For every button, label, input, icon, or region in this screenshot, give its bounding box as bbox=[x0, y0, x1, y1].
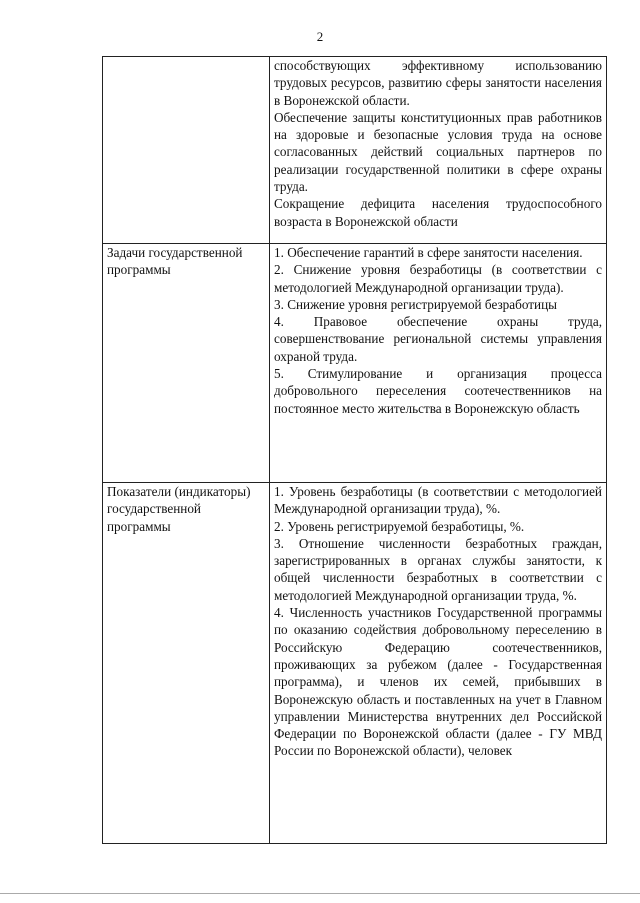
table-row bbox=[103, 483, 607, 844]
row-label: Задачи государственной программы bbox=[103, 244, 270, 483]
indicator-item: 4. Численность участников Государственной программы по оказанию содействия добровольному переселению в Российскую Федерацию соотечественников, проживающих за рубежом (далее - Государственная программа), и членов их семей, прибывших в Воронежскую область и поставленных на учет в Главном управлении Министерства внутренних дел Российской Федерации по Воронежской области (далее - ГУ МВД России по Воронежской области), человек bbox=[274, 605, 602, 759]
row-content bbox=[270, 57, 607, 244]
task-item: 5. Стимулирование и организация процесса добровольного переселения соотечественников на постоянное место жительства в Воронежскую область bbox=[274, 366, 602, 416]
table-row bbox=[103, 244, 607, 483]
task-item: 3. Снижение уровня регистрируемой безработицы bbox=[274, 296, 557, 312]
page-bottom-divider bbox=[0, 893, 640, 894]
page-number: 2 bbox=[316, 29, 324, 44]
program-passport-table bbox=[102, 56, 607, 844]
row-content bbox=[270, 483, 607, 844]
paragraph: способствующих эффективному использованию трудовых ресурсов, развитию сферы занятости населения в Воронежской области. bbox=[274, 58, 602, 108]
task-item: 2. Снижение уровня безработицы (в соответствии с методологией Международной организации труда). bbox=[274, 262, 602, 295]
row-label bbox=[103, 57, 270, 244]
paragraph: Сокращение дефицита населения трудоспособного возраста в Воронежской области bbox=[274, 196, 602, 229]
paragraph: Обеспечение защиты конституционных прав работников на здоровые и безопасные условия труда на основе согласованных действий социальных партнеров по реализации государственной политики в сфере охраны труда. bbox=[274, 109, 602, 195]
indicator-item: 1. Уровень безработицы (в соответствии с методологией Международной организации труда), %. bbox=[274, 484, 602, 517]
indicator-item: 3. Отношение численности безработных граждан, зарегистрированных в органах службы занятости, к общей численности безработных в соответствии с методологией Международной организации труда, %. bbox=[274, 535, 602, 603]
row-label: Показатели (индикаторы) государственной программы bbox=[103, 483, 270, 844]
task-item: 1. Обеспечение гарантий в сфере занятости населения. bbox=[274, 245, 583, 260]
indicator-item: 2. Уровень регистрируемой безработицы, %. bbox=[274, 518, 525, 534]
row-content bbox=[270, 244, 607, 483]
table-row bbox=[103, 57, 607, 244]
task-item: 4. Правовое обеспечение охраны труда, совершенствование региональной системы управления охраной труда. bbox=[274, 314, 602, 364]
